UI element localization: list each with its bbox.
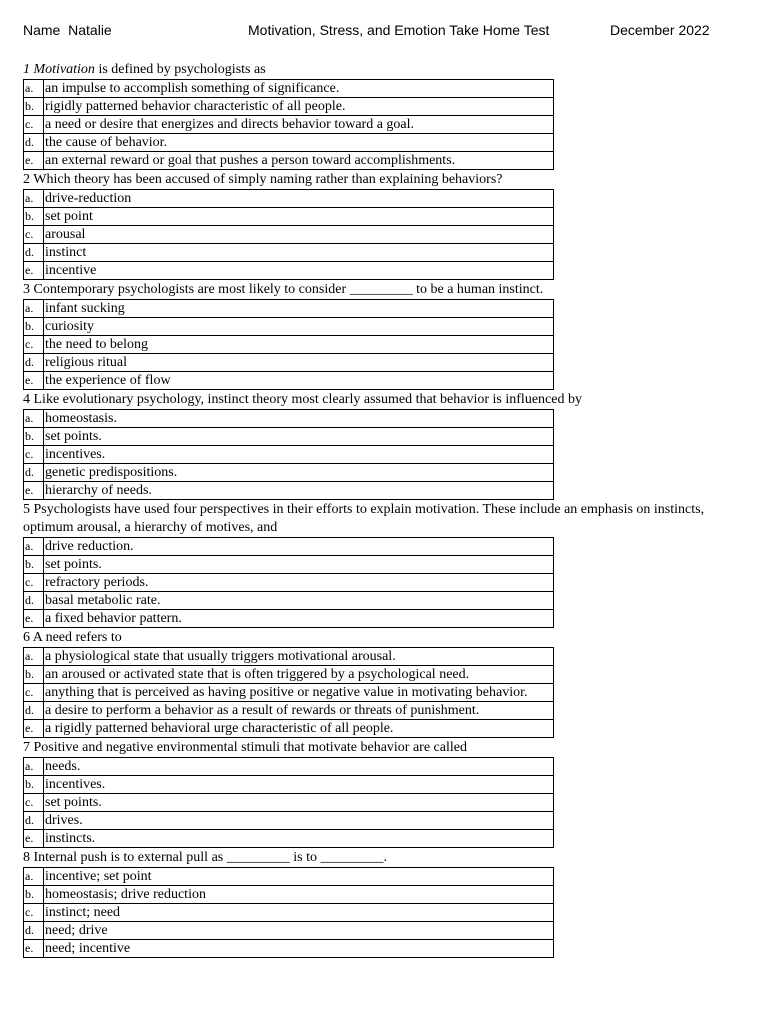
choice-row (24, 812, 554, 830)
choice-text: rigidly patterned behavior characteristic of all people. (44, 98, 554, 116)
choice-letter: c. (24, 226, 44, 244)
choice-text: instinct; need (44, 904, 554, 922)
choice-text: a rigidly patterned behavioral urge characteristic of all people. (44, 720, 554, 738)
choice-letter: e. (24, 482, 44, 500)
choice-row (24, 152, 554, 170)
choice-row (24, 336, 554, 354)
choice-row (24, 904, 554, 922)
choice-letter: b. (24, 318, 44, 336)
choice-row (24, 190, 554, 208)
question-list (23, 61, 713, 959)
choice-letter: b. (24, 666, 44, 684)
question-text (23, 281, 713, 299)
choice-text: a physiological state that usually triggers motivational arousal. (44, 648, 554, 666)
question-text (23, 739, 713, 757)
question-2 (23, 171, 713, 280)
choice-letter: d. (24, 354, 44, 372)
choice-row (24, 410, 554, 428)
choice-letter: a. (24, 80, 44, 98)
choice-letter: a. (24, 410, 44, 428)
choice-text: needs. (44, 758, 554, 776)
question-number: 4 (23, 392, 30, 407)
test-date: December 2022 (610, 22, 710, 38)
choice-text: the need to belong (44, 336, 554, 354)
choice-text: genetic predispositions. (44, 464, 554, 482)
choice-row (24, 776, 554, 794)
choice-letter: c. (24, 116, 44, 134)
choice-letter: c. (24, 794, 44, 812)
choice-row (24, 482, 554, 500)
choice-text: set point (44, 208, 554, 226)
test-title: Motivation, Stress, and Emotion Take Home Test (248, 22, 550, 38)
choice-row (24, 684, 554, 702)
choice-row (24, 80, 554, 98)
choice-row (24, 538, 554, 556)
choice-letter: e. (24, 830, 44, 848)
choice-text: incentives. (44, 446, 554, 464)
choice-row (24, 702, 554, 720)
choice-letter: a. (24, 190, 44, 208)
choice-text: a desire to perform a behavior as a result of rewards or threats of punishment. (44, 702, 554, 720)
choice-row (24, 592, 554, 610)
choice-letter: e. (24, 152, 44, 170)
choice-letter: d. (24, 702, 44, 720)
choice-text: set points. (44, 794, 554, 812)
choice-letter: e. (24, 940, 44, 958)
choice-row (24, 300, 554, 318)
choice-text: infant sucking (44, 300, 554, 318)
question-number: 2 (23, 172, 30, 187)
answer-choices (23, 299, 554, 390)
choice-letter: a. (24, 300, 44, 318)
choice-row (24, 648, 554, 666)
choice-row (24, 244, 554, 262)
choice-text: instinct (44, 244, 554, 262)
answer-choices (23, 647, 554, 738)
choice-letter: e. (24, 610, 44, 628)
question-text (23, 61, 713, 79)
choice-text: hierarchy of needs. (44, 482, 554, 500)
choice-row (24, 758, 554, 776)
choice-letter: e. (24, 262, 44, 280)
choice-letter: a. (24, 538, 44, 556)
choice-row (24, 134, 554, 152)
question-stem: Internal push is to external pull as _________ is to _________. (33, 850, 387, 865)
question-3 (23, 281, 713, 390)
choice-text: curiosity (44, 318, 554, 336)
question-number: 8 (23, 850, 30, 865)
question-number: 1 (23, 62, 30, 77)
choice-row (24, 372, 554, 390)
question-number: 3 (23, 282, 30, 297)
choice-row (24, 262, 554, 280)
choice-text: homeostasis. (44, 410, 554, 428)
choice-letter: b. (24, 776, 44, 794)
question-5 (23, 501, 713, 628)
question-number: 6 (23, 630, 30, 645)
choice-letter: b. (24, 98, 44, 116)
answer-choices (23, 79, 554, 170)
choice-letter: b. (24, 886, 44, 904)
choice-row (24, 354, 554, 372)
question-stem: is defined by psychologists as (98, 62, 266, 77)
choice-text: drives. (44, 812, 554, 830)
choice-letter: d. (24, 244, 44, 262)
choice-letter: c. (24, 904, 44, 922)
question-number: 7 (23, 740, 30, 755)
choice-row (24, 940, 554, 958)
choice-row (24, 464, 554, 482)
choice-text: refractory periods. (44, 574, 554, 592)
choice-row (24, 428, 554, 446)
choice-row (24, 666, 554, 684)
choice-text: incentive; set point (44, 868, 554, 886)
choice-letter: c. (24, 446, 44, 464)
choice-text: basal metabolic rate. (44, 592, 554, 610)
choice-row (24, 574, 554, 592)
choice-letter: c. (24, 684, 44, 702)
student-name (23, 22, 112, 38)
choice-letter: c. (24, 336, 44, 354)
choice-letter: d. (24, 592, 44, 610)
choice-row (24, 720, 554, 738)
choice-text: a need or desire that energizes and directs behavior toward a goal. (44, 116, 554, 134)
choice-row (24, 830, 554, 848)
choice-letter: d. (24, 464, 44, 482)
choice-text: incentive (44, 262, 554, 280)
choice-text: instincts. (44, 830, 554, 848)
question-4 (23, 391, 713, 500)
question-6 (23, 629, 713, 738)
choice-letter: a. (24, 868, 44, 886)
choice-text: drive reduction. (44, 538, 554, 556)
question-stem: Positive and negative environmental stimuli that motivate behavior are called (33, 740, 467, 755)
choice-text: anything that is perceived as having positive or negative value in motivating behavior. (44, 684, 554, 702)
question-number: 5 (23, 502, 30, 517)
question-8 (23, 849, 713, 958)
choice-letter: c. (24, 574, 44, 592)
choice-row (24, 794, 554, 812)
choice-text: the cause of behavior. (44, 134, 554, 152)
question-text (23, 171, 713, 189)
question-text (23, 849, 713, 867)
choice-text: set points. (44, 556, 554, 574)
choice-text: the experience of flow (44, 372, 554, 390)
question-stem: A need refers to (32, 630, 122, 645)
name-value: Natalie (68, 22, 112, 38)
answer-choices (23, 867, 554, 958)
question-text (23, 629, 713, 647)
choice-row (24, 116, 554, 134)
choice-text: an aroused or activated state that is often triggered by a psychological need. (44, 666, 554, 684)
question-stem: Psychologists have used four perspectives in their efforts to explain motivation. These include an emphasis on instincts, optimum arousal, a hierarchy of motives, and (23, 502, 705, 535)
choice-text: incentives. (44, 776, 554, 794)
question-7 (23, 739, 713, 848)
question-stem: Which theory has been accused of simply naming rather than explaining behaviors? (33, 172, 503, 187)
choice-row (24, 226, 554, 244)
choice-row (24, 556, 554, 574)
name-label: Name (23, 22, 61, 38)
answer-choices (23, 757, 554, 848)
choice-letter: a. (24, 758, 44, 776)
choice-row (24, 868, 554, 886)
choice-text: arousal (44, 226, 554, 244)
choice-letter: b. (24, 208, 44, 226)
answer-choices (23, 537, 554, 628)
choice-row (24, 318, 554, 336)
choice-text: need; incentive (44, 940, 554, 958)
choice-letter: e. (24, 372, 44, 390)
question-stem: Contemporary psychologists are most likely to consider _________ to be a human instinct. (33, 282, 544, 297)
choice-letter: b. (24, 556, 44, 574)
choice-letter: b. (24, 428, 44, 446)
choice-text: a fixed behavior pattern. (44, 610, 554, 628)
choice-text: homeostasis; drive reduction (44, 886, 554, 904)
question-text (23, 501, 713, 537)
choice-text: drive-reduction (44, 190, 554, 208)
choice-text: set points. (44, 428, 554, 446)
choice-letter: d. (24, 134, 44, 152)
choice-letter: e. (24, 720, 44, 738)
choice-letter: d. (24, 922, 44, 940)
test-header (23, 22, 723, 42)
choice-text: religious ritual (44, 354, 554, 372)
choice-text: an external reward or goal that pushes a person toward accomplishments. (44, 152, 554, 170)
choice-text: need; drive (44, 922, 554, 940)
question-term: Motivation (33, 62, 95, 77)
question-stem: Like evolutionary psychology, instinct theory most clearly assumed that behavior is influenced by (33, 392, 582, 407)
choice-letter: a. (24, 648, 44, 666)
question-text (23, 391, 713, 409)
choice-row (24, 446, 554, 464)
answer-choices (23, 189, 554, 280)
choice-row (24, 98, 554, 116)
choice-letter: d. (24, 812, 44, 830)
answer-choices (23, 409, 554, 500)
choice-row (24, 886, 554, 904)
choice-row (24, 610, 554, 628)
choice-text: an impulse to accomplish something of significance. (44, 80, 554, 98)
choice-row (24, 922, 554, 940)
question-1 (23, 61, 713, 170)
choice-row (24, 208, 554, 226)
